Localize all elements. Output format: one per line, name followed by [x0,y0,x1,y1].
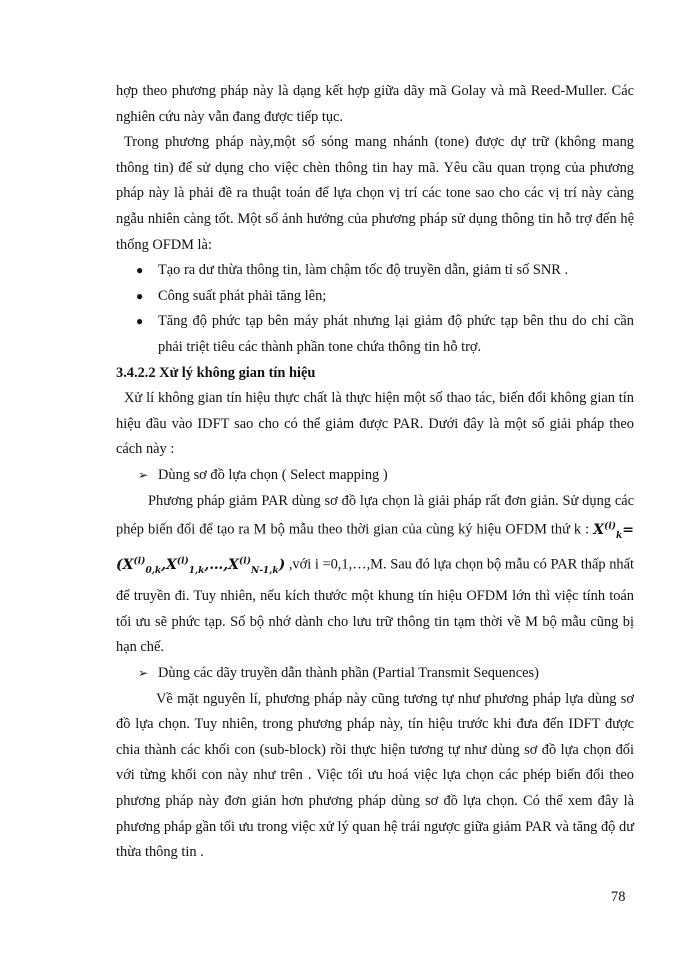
paragraph-pts: Về mặt nguyên lí, phương pháp này cũng tương tự như phương pháp lựa dùng sơ đồ lựa chọn. Tuy nhiên, trong phương pháp này, tín hiệu trước khi đưa đến IDFT được chia thành các khối con (sub-block) rồi thực hiện tương tự như dùng sơ đồ lựa chọn đối với từng khối con này như trên . Việc tối ưu hoá việc lựa chọn các phép biến đổi theo phương pháp này đơn giản hơn phương pháp dùng sơ đồ lựa chọn. Có thể xem đây là phương pháp gần tối ưu trong việc xử lý quan hệ trái ngược giữa giảm PAR và tăng độ dư thừa thông tin . [116,690,634,861]
effects-list [116,258,634,360]
list-item: ● Công suất phát phải tăng lên; [116,284,634,310]
page-body [116,79,634,866]
arrow-bullet-icon: ➢ [138,665,149,680]
arrow-item-pts: ➢ Dùng các dãy truyền dẫn thành phần (Partial Transmit Sequences) [116,661,634,687]
bullet-icon: ● [136,288,144,303]
bullet-icon: ● [136,314,144,329]
arrow-bullet-icon: ➢ [138,467,149,482]
page-number: 78 [611,889,626,905]
paragraph-select-mapping: Phương pháp giảm PAR dùng sơ đồ lựa chọn là giải pháp rất đơn giản. Sử dụng các phép biến đổi để tạo ra M bộ mẫu theo thời gian của cùng ký hiệu OFDM thứ k : $X^{(i)}_k=(X^{(i)}_{0,k},X^{(i)}_{1,k},\dots,X^{(i)}_{N-1,k})$ ,với i =0,1,…,M. Sau đó lựa chọn bộ mẫu có PAR thấp nhất để truyền đi. Tuy nhiên, nếu kích thước một khung tín hiệu OFDM lớn thì việc tính toán tối ưu sẽ phức tạp. Số bộ nhớ dành cho lưu trữ thông tin tạm thời về M bộ mẫu cũng bị hạn chế. [116,492,634,656]
paragraph-signal-space: Xử lí không gian tín hiệu thực chất là thực hiện một số thao tác, biến đổi không gian tín hiệu đầu vào IDFT sao cho có thể giảm được PAR. Dưới đây là một số giải pháp theo cách này : [116,390,634,458]
section-heading: 3.4.2.2 Xử lý không gian tín hiệu [116,364,316,381]
list-item: ● Tăng độ phức tạp bên máy phát nhưng lại giảm độ phức tạp bên thu do chỉ cần phải triệt tiêu các thành phần tone chứa thông tin hỗ trợ. [116,309,634,360]
formula-sample-set: $X^{(i)}_k=(X^{(i)}_{0,k},X^{(i)}_{1,k},\dots,X^{(i)}_{N-1,k})$ [116,521,634,576]
paragraph-tone-reservation: Trong phương pháp này,một số sóng mang nhánh (tone) được dự trữ (không mang thông tin) để sử dụng cho việc chèn thông tin hay mã. Yêu cầu quan trọng của phương pháp này là phải đề ra thuật toán để lựa chọn vị trí các tone sao cho các vị trí này càng ngẫu nhiên càng tốt. Một số ảnh hưởng của phương pháp sử dụng thông tin hỗ trợ đến hệ thống OFDM là: [116,134,634,253]
arrow-item-select-mapping: ➢ Dùng sơ đồ lựa chọn ( Select mapping ) [116,463,634,489]
bullet-icon: ● [136,263,144,278]
paragraph-golay: hợp theo phương pháp này là dạng kết hợp giữa dãy mã Golay và mã Reed-Muller. Các nghiên cứu này vẫn đang được tiếp tục. [116,83,634,125]
list-item: ● Tạo ra dư thừa thông tin, làm chậm tốc độ truyền dẫn, giảm tỉ số SNR . [116,258,634,284]
